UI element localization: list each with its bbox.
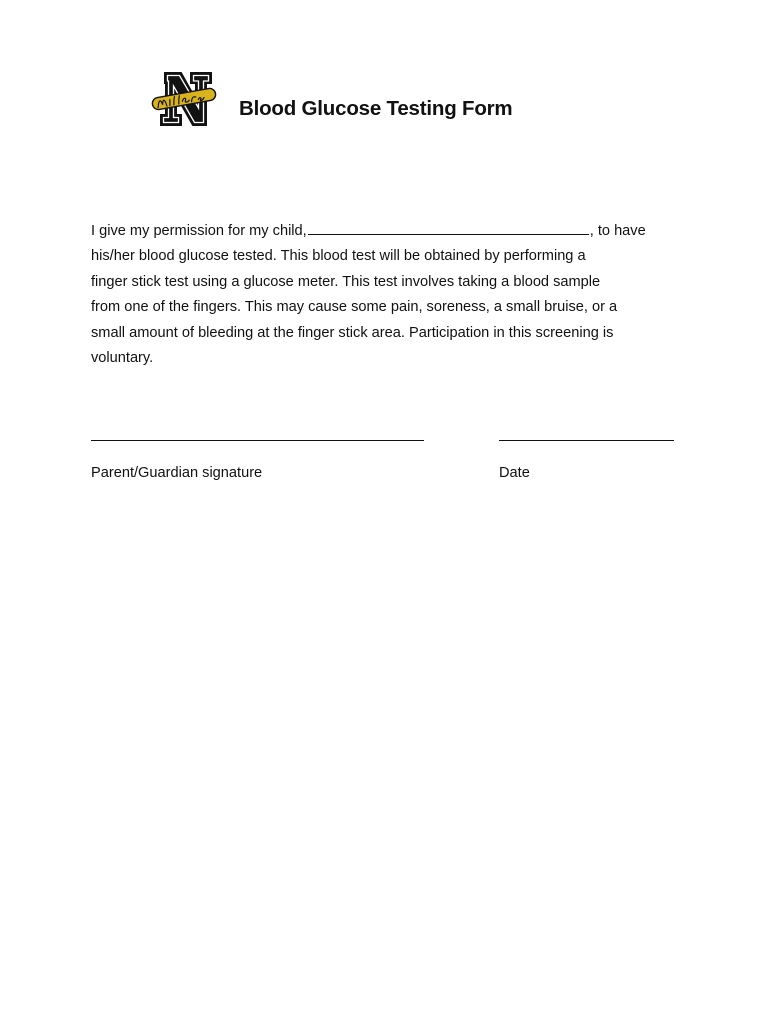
consent-line-1-end: , to have bbox=[589, 223, 646, 239]
child-name-blank[interactable] bbox=[308, 219, 589, 235]
date-blank[interactable] bbox=[499, 440, 674, 441]
consent-line-1-start: I give my permission for my child, bbox=[91, 223, 307, 239]
parent-signature-label: Parent/Guardian signature bbox=[91, 465, 263, 481]
millers-n-logo-icon bbox=[149, 70, 219, 128]
form-title: Blood Glucose Testing Form bbox=[239, 97, 513, 120]
date-label: Date bbox=[499, 465, 530, 481]
consent-line-4: from one of the fingers. This may cause some pain, soreness, a small bruise, or a bbox=[91, 299, 618, 316]
consent-paragraph bbox=[91, 219, 691, 371]
parent-signature-blank[interactable] bbox=[91, 440, 424, 441]
consent-line-1 bbox=[91, 219, 691, 244]
consent-line-6: voluntary. bbox=[91, 350, 154, 367]
consent-line-2: his/her blood glucose tested. This blood test will be obtained by performing a bbox=[91, 248, 586, 265]
consent-line-3: finger stick test using a glucose meter. This test involves taking a blood sample bbox=[91, 273, 601, 290]
school-logo bbox=[149, 70, 219, 128]
consent-line-5: small amount of bleeding at the finger stick area. Participation in this screening is bbox=[91, 324, 614, 341]
